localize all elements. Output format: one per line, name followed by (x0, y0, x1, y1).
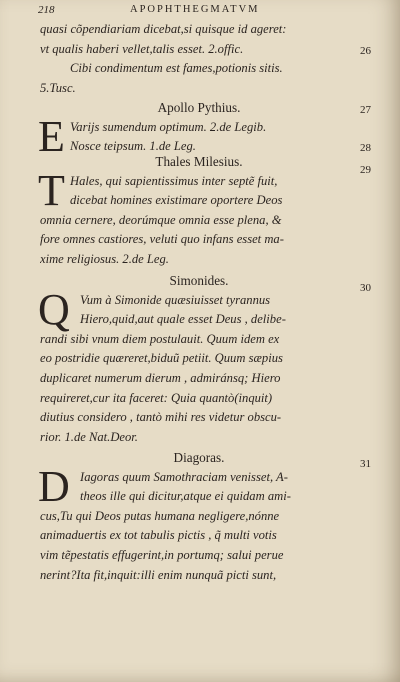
text-line: dicebat homines existimare oportere Deos (70, 193, 283, 208)
margin-number: 28 (360, 142, 371, 154)
drop-capital: E (38, 112, 65, 161)
text-line: nerint?Ita fit,inquit:illi enim nunquã picti sunt, (40, 567, 277, 582)
text-line: Varijs sumendum optimum. 2.de Legib. (70, 119, 267, 134)
section-thales (40, 152, 358, 270)
text-line: duplicaret numerum dierum , admiránsq; Hiero (40, 370, 281, 385)
section-heading: Diagoras. (173, 450, 225, 465)
section-diagoras (40, 448, 358, 585)
text-line: xime religiosus. 2.de Leg. (40, 251, 169, 266)
text-line: fore omnes castiores, veluti quo infans esset ma- (40, 232, 284, 247)
margin-number: 30 (360, 282, 371, 294)
text-line: eo postridie quæreret,biduũ petiit. Quum sæpius (40, 351, 283, 366)
running-header (0, 4, 400, 20)
text-line: diutius considero , tantò mihi res videtur obscu- (40, 410, 282, 425)
drop-capital: T (38, 166, 65, 215)
text-line: cus,Tu qui Deos putas humana negligere,nónne (40, 508, 280, 523)
text-line: omnia cernere, deorúmque omnia esse plena, & (40, 212, 282, 227)
text-line: requireret,cur ita faceret: Quia quantò(inquit) (40, 390, 273, 405)
text-line: rior. 1.de Nat.Deor. (40, 429, 138, 444)
margin-number: 29 (360, 164, 371, 176)
text-line: 5.Tusc. (40, 80, 76, 95)
text-line: Hiero,quid,aut quale esset Deus , delibe- (80, 312, 286, 327)
intro-block (40, 20, 358, 98)
running-title: APOPHTHEGMATVM (130, 4, 260, 15)
text-line: Cibi condimentum est fames,potionis sitis. (70, 61, 283, 76)
section-heading: Thales Milesius. (155, 154, 243, 169)
text-line: randi sibi vnum diem postulauit. Quum idem ex (40, 331, 280, 346)
margin-number: 31 (360, 458, 371, 470)
margin-number: 27 (360, 104, 371, 116)
text-line: Iagoras quum Samothraciam venisset, A- (80, 469, 288, 484)
text-line: quasi cõpendiariam dicebat,si quisque id ageret: (40, 22, 287, 36)
section-heading: Simonides. (169, 273, 229, 288)
text-line: animaduertis ex tot tabulis pictis , q̃ multi votis (40, 528, 277, 543)
drop-capital: D (38, 462, 70, 511)
text-line: vt qualis haberi vellet,talis esset. 2.offic. (40, 41, 244, 56)
text-line: Nosce teipsum. 1.de Leg. (70, 139, 196, 154)
page-number: 218 (38, 4, 55, 16)
text-line: theos ille qui dicitur,atque ei quidam ami- (80, 489, 291, 504)
drop-capital: Q (38, 285, 70, 334)
text-line: Vum à Simonide quæsiuisset tyrannus (80, 292, 271, 307)
section-heading: Apollo Pythius. (157, 100, 241, 115)
section-apollo (38, 98, 358, 161)
text-line: vim tẽpestatis effugerint,in portumq; salui perue (40, 547, 284, 562)
text-line: Hales, qui sapientissimus inter septẽ fuit, (70, 173, 278, 188)
margin-number: 26 (360, 45, 371, 57)
section-simonides (40, 271, 358, 447)
